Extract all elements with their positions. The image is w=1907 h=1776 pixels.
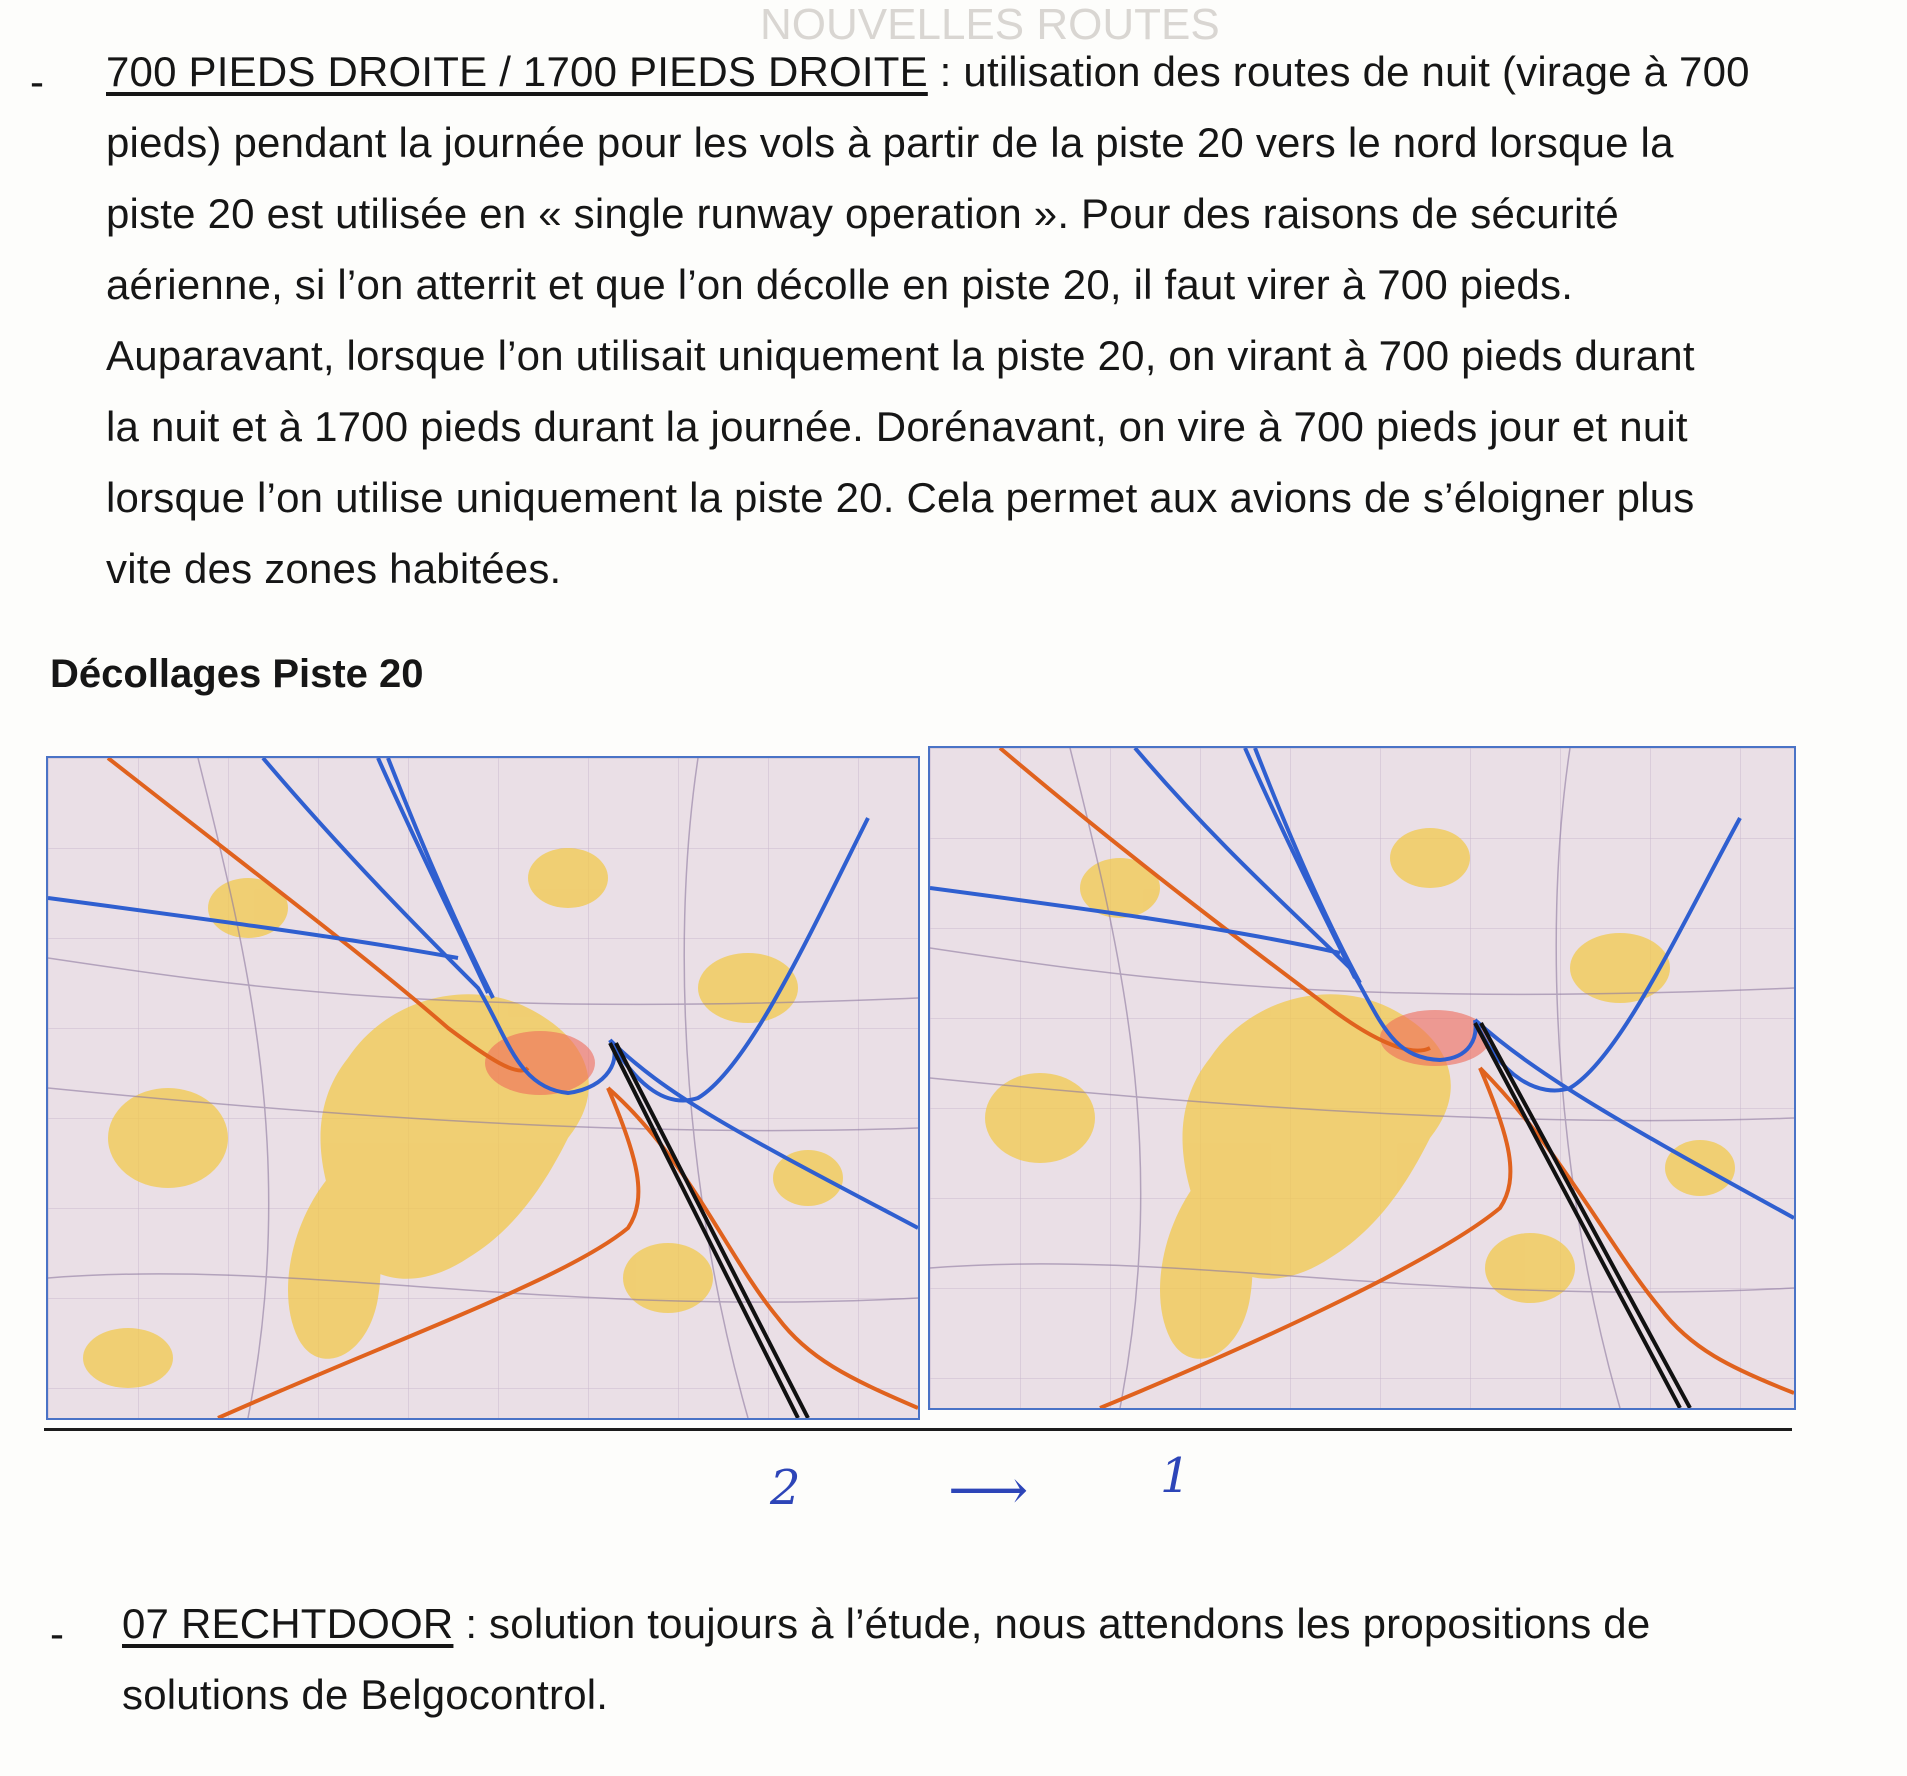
map-graphic bbox=[930, 748, 1794, 1408]
bullet-dash: - bbox=[50, 1610, 64, 1657]
paragraph-line: aérienne, si l’on atterrit et que l’on décolle en piste 20, il faut virer à 700 pieds. bbox=[106, 261, 1574, 308]
paragraph-line: la nuit et à 1700 pieds durant la journée. Dorénavant, on vire à 700 pieds jour et nuit bbox=[106, 403, 1688, 450]
bleed-through-text: NOUVELLES ROUTES bbox=[760, 0, 1220, 49]
paragraph-heading: 700 PIEDS DROITE / 1700 PIEDS DROITE bbox=[106, 48, 928, 95]
route-map-left bbox=[46, 756, 920, 1420]
paragraph-line: 07 RECHTDOOR : solution toujours à l’étude, nous attendons les propositions de bbox=[122, 1600, 1651, 1647]
handwritten-arrow-icon: ⟶ bbox=[948, 1458, 1029, 1523]
paragraph-line: solutions de Belgocontrol. bbox=[122, 1671, 609, 1718]
handwritten-number-left: 2 bbox=[770, 1460, 801, 1516]
divider-line bbox=[44, 1428, 1792, 1431]
paragraph-line: Auparavant, lorsque l’on utilisait uniquement la piste 20, on virant à 700 pieds durant bbox=[106, 332, 1695, 379]
paragraph-line: 700 PIEDS DROITE / 1700 PIEDS DROITE : utilisation des routes de nuit (virage à 700 bbox=[106, 48, 1750, 95]
paragraph-700-pieds bbox=[106, 36, 1896, 604]
paragraph-07-rechtdoor bbox=[122, 1588, 1882, 1730]
paragraph-line: lorsque l’on utilise uniquement la piste 20. Cela permet aux avions de s’éloigner plus bbox=[106, 474, 1695, 521]
paragraph-line: piste 20 est utilisée en « single runway operation ». Pour des raisons de sécurité bbox=[106, 190, 1619, 237]
section-title: Décollages Piste 20 bbox=[50, 652, 424, 696]
bullet-dash: - bbox=[30, 58, 44, 105]
handwritten-number-right: 1 bbox=[1160, 1448, 1191, 1504]
route-map-right bbox=[928, 746, 1796, 1410]
paragraph-line: pieds) pendant la journée pour les vols à partir de la piste 20 vers le nord lorsque la bbox=[106, 119, 1674, 166]
map-graphic bbox=[48, 758, 918, 1418]
paragraph-heading: 07 RECHTDOOR bbox=[122, 1600, 454, 1647]
paragraph-line: vite des zones habitées. bbox=[106, 545, 562, 592]
